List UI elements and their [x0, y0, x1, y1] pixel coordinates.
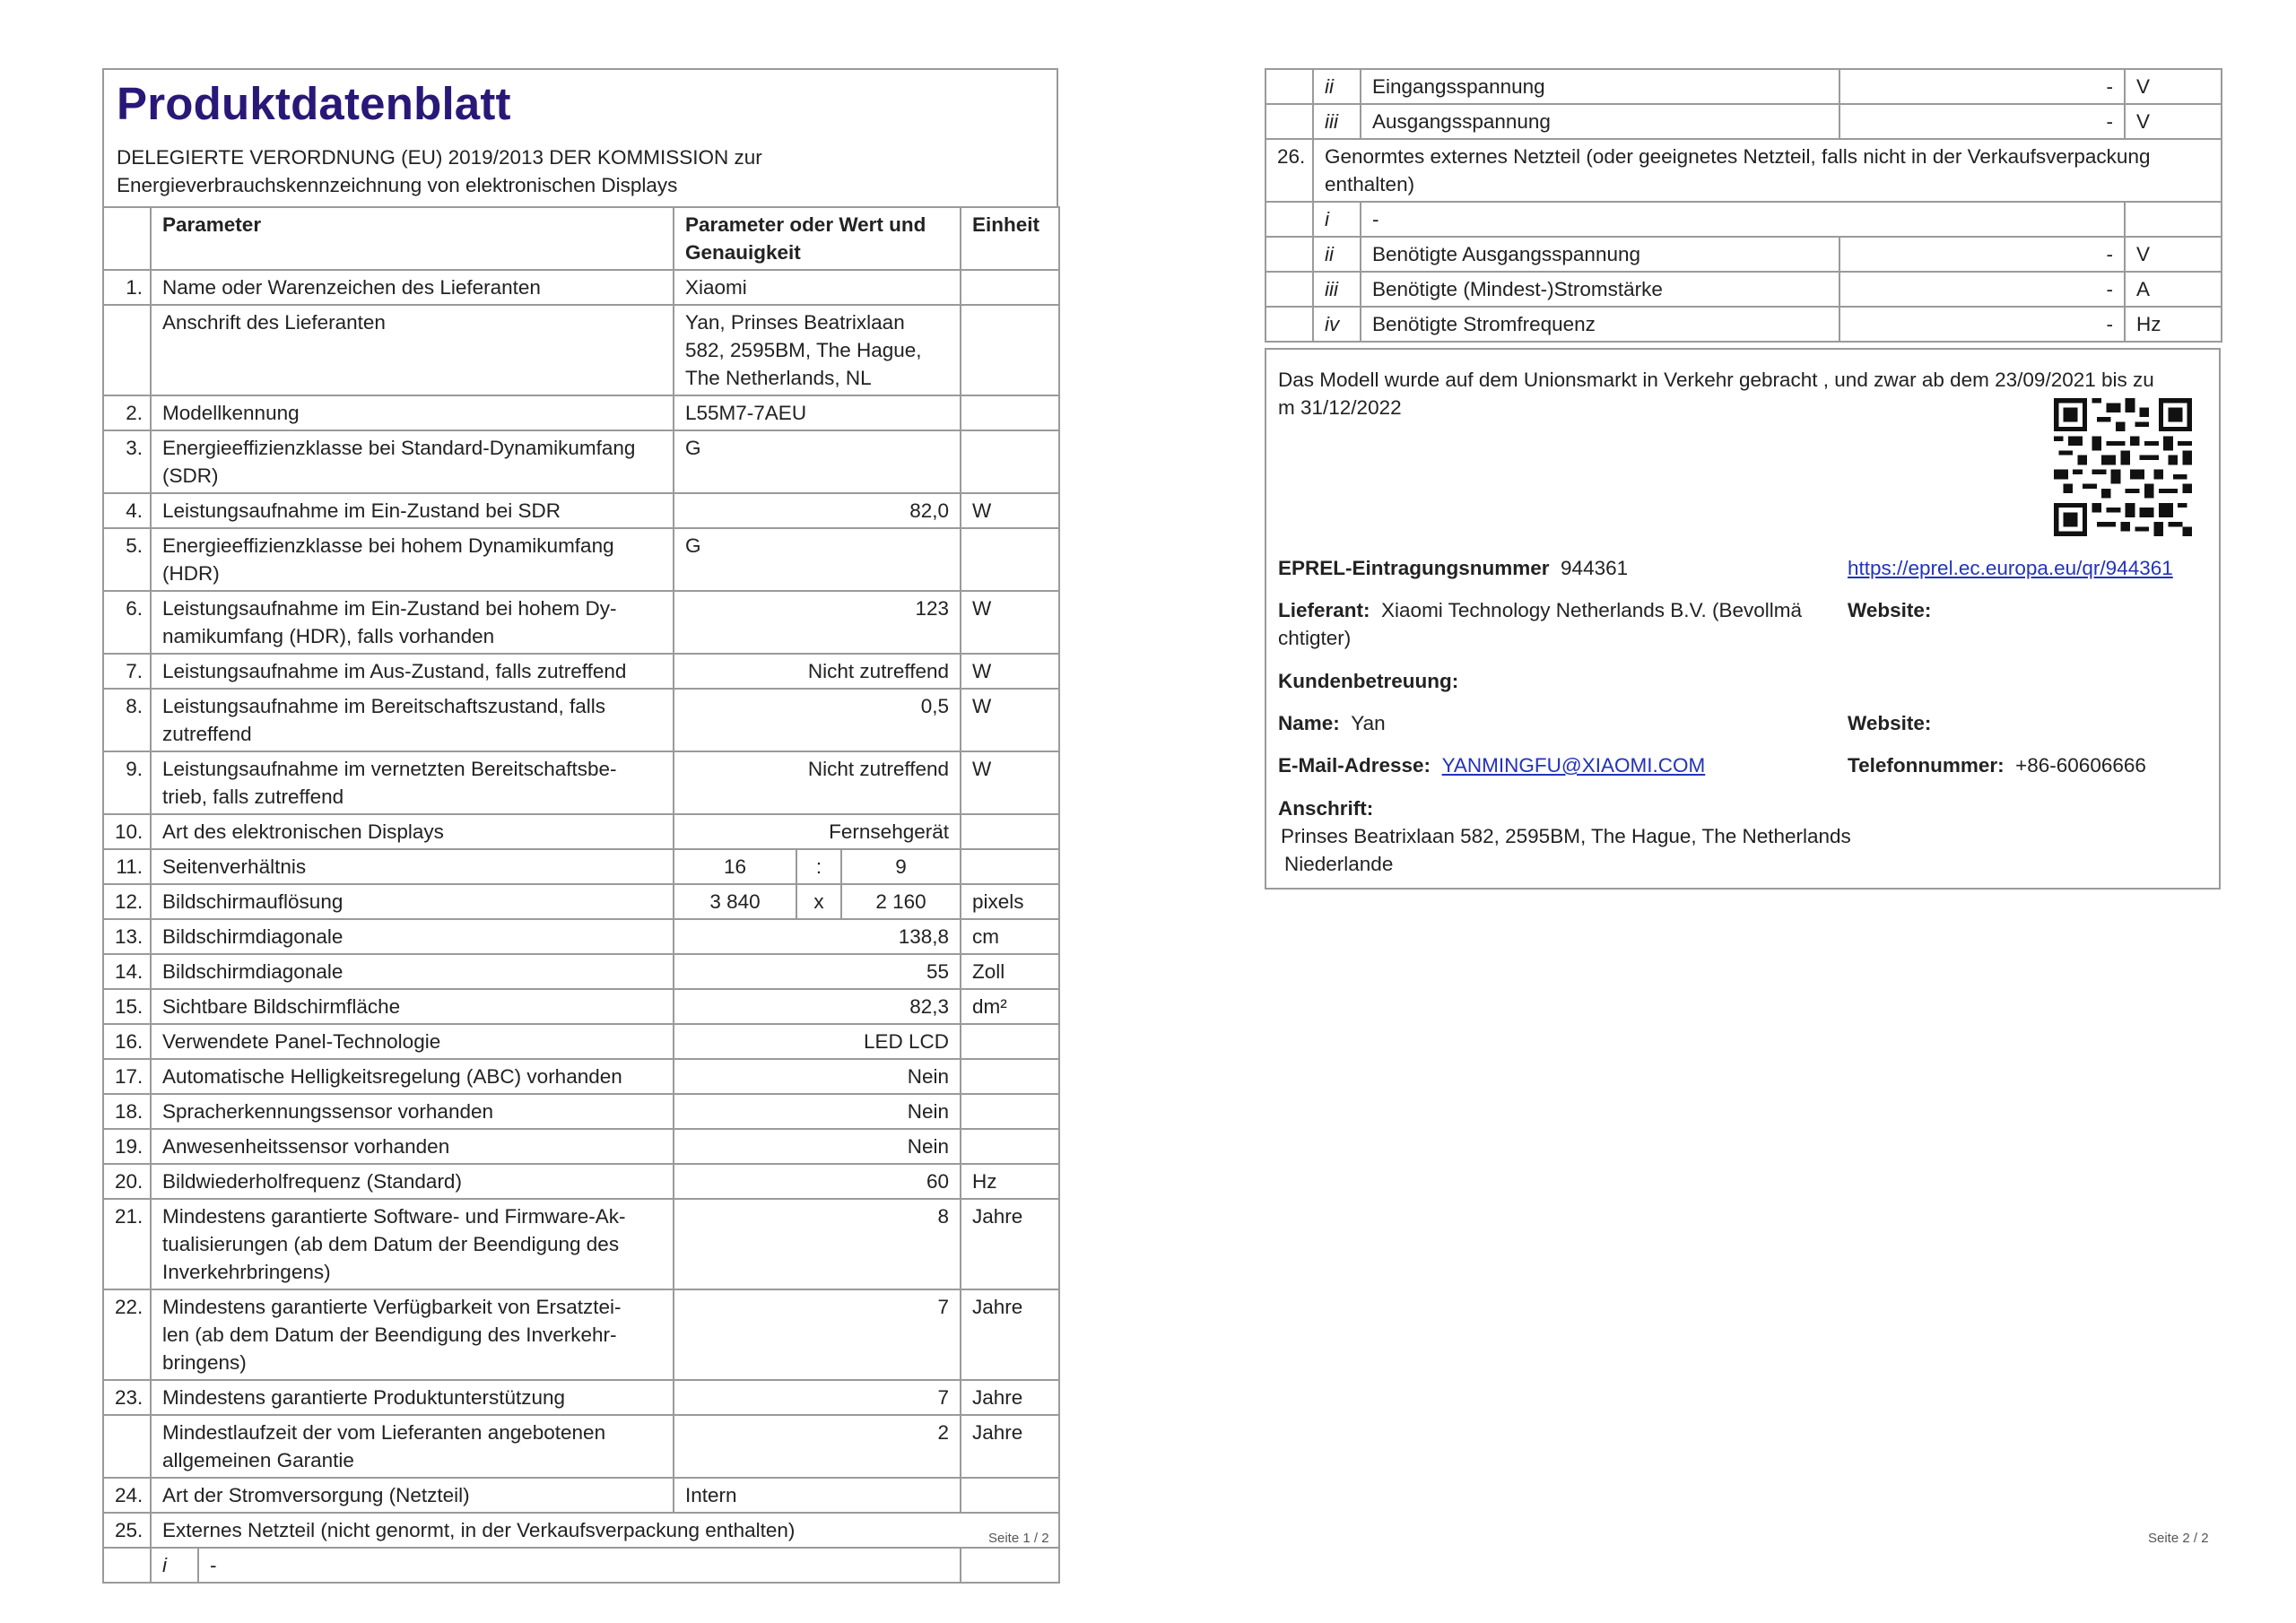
page-number: Seite 1 / 2 [988, 1531, 1049, 1546]
table-row: 4. Leistungsaufnahme im Ein-Zustand bei SDR 82,0 W [103, 493, 1059, 528]
table-header: Parameter Parameter oder Wert und Genauigkeit Einheit [103, 207, 1059, 270]
eprel-info-box [1265, 348, 2221, 890]
table-row [103, 1548, 1059, 1583]
table-row: 11. Seitenverhältnis 16 : 9 [103, 849, 1059, 884]
power-supply-table [1265, 68, 2222, 343]
website2-label: Website: [1848, 712, 1932, 734]
table-row: 6. Leistungsaufnahme im Ein-Zustand bei hohem Dy- namikumfang (HDR), falls vorhanden 123 W [103, 591, 1059, 654]
contact-name-line: Name: Yan [1278, 712, 1386, 734]
email-link[interactable]: YANMINGFU@XIAOMI.COM [1441, 754, 1706, 777]
table-row: Mindestlaufzeit der vom Lieferanten angebotenen allgemeinen Garantie 2 Jahre [103, 1415, 1059, 1478]
table-row: 18. Spracherkennungssensor vorhanden Nein [103, 1094, 1059, 1129]
supplier-line: Lieferant: Xiaomi Technology Netherlands B.V. (Bevollmä chtigter) [1278, 599, 1803, 649]
table-row: 23. Mindestens garantierte Produktunterstützung 7 Jahre [103, 1380, 1059, 1415]
table-row: 9. Leistungsaufnahme im vernetzten Bereitschaftsbe- trieb, falls zutreffend Nicht zutreffend W [103, 751, 1059, 814]
email-line: E-Mail-Adresse: YANMINGFU@XIAOMI.COM [1278, 754, 1706, 777]
table-row: 26. Genormtes externes Netzteil (oder geeignetes Netzteil, falls nicht in der Verkaufsverpackung enthalten) [1265, 139, 2222, 202]
table-row: 3. Energieeffizienzklasse bei Standard-Dynamikumfang (SDR) G [103, 430, 1059, 493]
regulation-subtitle: DELEGIERTE VERORDNUNG (EU) 2019/2013 DER KOMMISSION zur Energieverbrauchskennzeichnung von elektronischen Displays [117, 146, 762, 196]
page-number: Seite 2 / 2 [2148, 1531, 2209, 1546]
phone-line: Telefonnummer: +86-60606666 [1848, 754, 2146, 777]
market-period-text: Das Modell wurde auf dem Unionsmarkt in Verkehr gebracht , und zwar ab dem 23/09/2021 bis zu m 31/12/2022 [1278, 369, 2154, 419]
table-row: ii Eingangsspannung - V [1265, 69, 2222, 104]
table-row: 19. Anwesenheitssensor vorhanden Nein [103, 1129, 1059, 1164]
eprel-link[interactable]: https://eprel.ec.europa.eu/qr/944361 [1848, 557, 2173, 579]
website-label: Website: [1848, 599, 1932, 621]
table-row: 24. Art der Stromversorgung (Netzteil) Intern [103, 1478, 1059, 1513]
table-row: 8. Leistungsaufnahme im Bereitschaftszustand, falls zutreffend 0,5 W [103, 689, 1059, 751]
table-row: 2. Modellkennung L55M7-7AEU [103, 395, 1059, 430]
table-row: 5. Energieeffizienzklasse bei hohem Dynamikumfang (HDR) G [103, 528, 1059, 591]
customer-service-label: Kundenbetreuung: [1278, 670, 1459, 692]
product-data-table [102, 206, 1060, 1584]
table-row: iii Benötigte (Mindest-)Stromstärke - A [1265, 272, 2222, 307]
table-row: 7. Leistungsaufnahme im Aus-Zustand, falls zutreffend Nicht zutreffend W [103, 654, 1059, 689]
page-title: Produktdatenblatt [117, 78, 511, 129]
table-row: 22. Mindestens garantierte Verfügbarkeit von Ersatztei- len (ab dem Datum der Beendigung des Inverkehr- bringens) 7 Jahre [103, 1289, 1059, 1380]
address-text: Prinses Beatrixlaan 582, 2595BM, The Hague, The Netherlands Niederlande [1281, 825, 1851, 875]
table-row: 1. Name oder Warenzeichen des Lieferanten Xiaomi [103, 270, 1059, 305]
table-row: 25. Externes Netzteil (nicht genormt, in der Verkaufsverpackung enthalten) [103, 1513, 1059, 1548]
qr-code[interactable] [2054, 398, 2192, 536]
table-row: ii Benötigte Ausgangsspannung - V [1265, 237, 2222, 272]
page-2-table [1265, 68, 2221, 343]
table-row: iv Benötigte Stromfrequenz - Hz [1265, 307, 2222, 342]
table-row: 12. Bildschirmauflösung 3 840 x 2 160 pixels [103, 884, 1059, 919]
table-row: 16. Verwendete Panel-Technologie LED LCD [103, 1024, 1059, 1059]
table-row: 13. Bildschirmdiagonale 138,8 cm [103, 919, 1059, 954]
table-row: 20. Bildwiederholfrequenz (Standard) 60 Hz [103, 1164, 1059, 1199]
table-row: 15. Sichtbare Bildschirmfläche 82,3 dm² [103, 989, 1059, 1024]
table-row: 10. Art des elektronischen Displays Fernsehgerät [103, 814, 1059, 849]
eprel-line: EPREL-Eintragungsnummer 944361 [1278, 557, 1629, 579]
table-row: 17. Automatische Helligkeitsregelung (ABC) vorhanden Nein [103, 1059, 1059, 1094]
table-row: iii Ausgangsspannung - V [1265, 104, 2222, 139]
sheet-header [102, 68, 1058, 206]
table-row: 14. Bildschirmdiagonale 55 Zoll [103, 954, 1059, 989]
subrow-table: i - [152, 1549, 960, 1582]
address-label: Anschrift: [1278, 797, 1374, 820]
table-row: 21. Mindestens garantierte Software- und Firmware-Ak- tualisierungen (ab dem Datum der Beendigung des Inverkehrbringens) 8 Jahre [103, 1199, 1059, 1289]
table-row: i - [1265, 202, 2222, 237]
page-1 [102, 68, 1058, 1584]
table-row: Anschrift des Lieferanten Yan, Prinses Beatrixlaan 582, 2595BM, The Hague, The Netherlands, NL [103, 305, 1059, 395]
